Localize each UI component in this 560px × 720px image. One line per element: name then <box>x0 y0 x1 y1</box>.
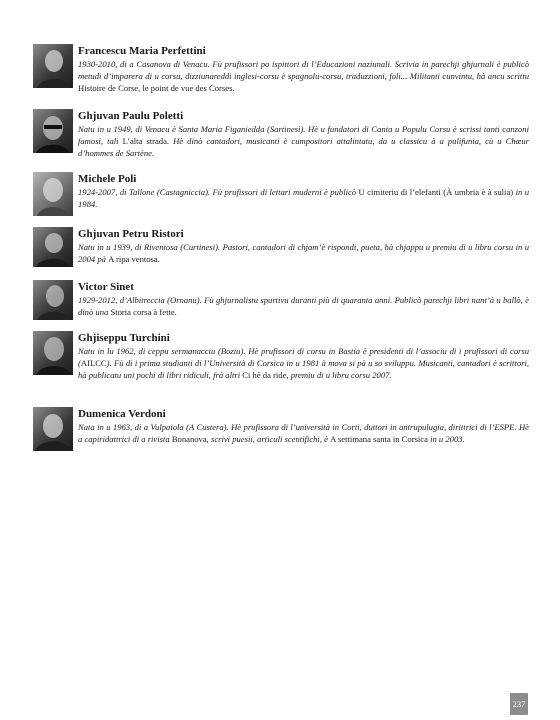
entry-text <box>78 331 529 382</box>
portrait-silhouette-icon <box>33 407 73 451</box>
entry-bio <box>78 421 529 445</box>
bio-segment: 1930-2010, di a Casanova di Venacu. Fù prufissori po ispittori di l’Educazioni naziunali. Scrivia in parechji ghjurnali è publicò metudi d’imparera di u corsu, dizziunareddi inglesi-corsu è spagnolu-corsu, traduzzioni, foli... Militanti cunvintu, hà ancu scrittu <box>78 59 529 82</box>
entry-text <box>78 172 529 210</box>
entry-name: Ghjiseppu Turchini <box>78 332 170 344</box>
portrait-silhouette-icon <box>33 227 73 267</box>
bio-segment: in u 2003. <box>427 434 465 445</box>
entry-turchini <box>33 331 529 382</box>
portrait-silhouette-icon <box>33 44 73 88</box>
portrait-silhouette-icon <box>33 109 73 153</box>
bio-segment: Natu in u 1949, di Venacu è Santa Maria Figaniedda (Sartinesi). Hè u fundatori di Canta u Populu Corsu è scrissi tanti canzoni famosi, tali <box>78 124 529 147</box>
entry-name: Dumenica Verdoni <box>78 408 166 420</box>
bio-segment: AILCC <box>80 358 107 369</box>
entry-bio <box>78 186 529 210</box>
entry-name: Francescu Maria Perfettini <box>78 45 206 57</box>
bio-segment: 1929-2012, d’Albitreccia (Ornanu). Fù ghjurnalistu spurtivu duranti più di quaranta anni. Publicò parechji libri nant’à u ballò, è dinò una <box>78 295 529 318</box>
entry-verdoni <box>33 407 529 445</box>
portrait-photo <box>33 172 73 216</box>
bio-segment: Bonanova, <box>171 434 209 445</box>
entry-bio <box>78 241 529 265</box>
portrait-silhouette-icon <box>33 172 73 216</box>
portrait-photo <box>33 331 73 375</box>
bio-segment: Storia corsa à fette. <box>110 307 177 318</box>
bio-segment: A settimana santa in Corsica <box>330 434 428 445</box>
portrait-silhouette-icon <box>33 331 73 375</box>
bio-segment: Natu in u 1939, di Riventosa (Curtinesi). Pastori, cantadori di chjam’è rispondi, pueta, hà chjappu u premiu di u libru corsu in u 2004 pà <box>78 242 529 265</box>
bio-segment: ). Fù di i prima studianti di l’Università di Corsica in u 1981 à mova si pà u so sviluppu. Musicanti, cantadori è scrittori, hà publicatu uni pochi di libri ridiculi, frà altri <box>78 358 529 381</box>
bio-segment: in u 1984. <box>78 187 529 210</box>
portrait-photo <box>33 227 73 267</box>
entry-bio <box>78 294 529 318</box>
bio-segment: Natu in lu 1962, di ceppu sermanacciu (Boziu). Hè prufissori di corsu in Bastia è presidenti di l’associu di i prufissori di corsu ( <box>78 346 529 369</box>
portrait-photo <box>33 407 73 451</box>
portrait-silhouette-icon <box>33 280 73 320</box>
entry-text <box>78 44 529 95</box>
entry-bio <box>78 345 529 382</box>
entry-text <box>78 407 529 445</box>
entry-text <box>78 280 529 318</box>
entry-bio <box>78 58 529 95</box>
entry-text <box>78 109 529 160</box>
portrait-photo <box>33 280 73 320</box>
bio-segment: Nata in u 1963, di a Vulpaiola (A Custera). Hè prufissora di l’università in Corti, duttori in antrupulugia, dirittrici di l’ESPE. Hè a capiridattrici di a rivista <box>78 422 529 445</box>
portrait-photo <box>33 44 73 88</box>
bio-segment: Ci hè da ride, <box>242 370 289 381</box>
entry-name: Victor Sinet <box>78 281 134 293</box>
entry-name: Michele Poli <box>78 173 137 185</box>
entry-sinet <box>33 280 529 318</box>
portrait-photo <box>33 109 73 153</box>
entry-perfettini <box>33 44 529 95</box>
bio-segment: Hè dinò cantadori, musicanti è cumpositori attalintatu, da u classicu à a pulifunia, cù u Chœur d’hommes de Sartène. <box>78 136 530 159</box>
bio-segment: U cimiteriu di l’elefanti (À umbria è à sulia) <box>358 187 514 197</box>
page-number: 237 <box>510 693 528 715</box>
entry-name: Ghjuvan Paulu Poletti <box>78 110 184 122</box>
entry-poli <box>33 172 529 210</box>
bio-segment: L’alta strada. <box>122 136 170 147</box>
bio-segment: A ripa ventosa. <box>108 254 160 265</box>
bio-segment: Histoire de Corse, le point de vue des Corses. <box>78 83 235 94</box>
bio-segment: 1924-2007, di Tallone (Castagniccia). Fù prufissori di lettari muderni è publicò <box>78 187 359 197</box>
entry-bio <box>78 123 529 160</box>
entry-ristori <box>33 227 529 265</box>
bio-segment: scrivi puesii, articuli scentifichi, è <box>208 434 331 445</box>
entry-name: Ghjuvan Petru Ristori <box>78 228 184 240</box>
bio-segment: premiu di u libru corsu 2007. <box>288 370 392 381</box>
entry-poletti <box>33 109 529 160</box>
entry-text <box>78 227 529 265</box>
